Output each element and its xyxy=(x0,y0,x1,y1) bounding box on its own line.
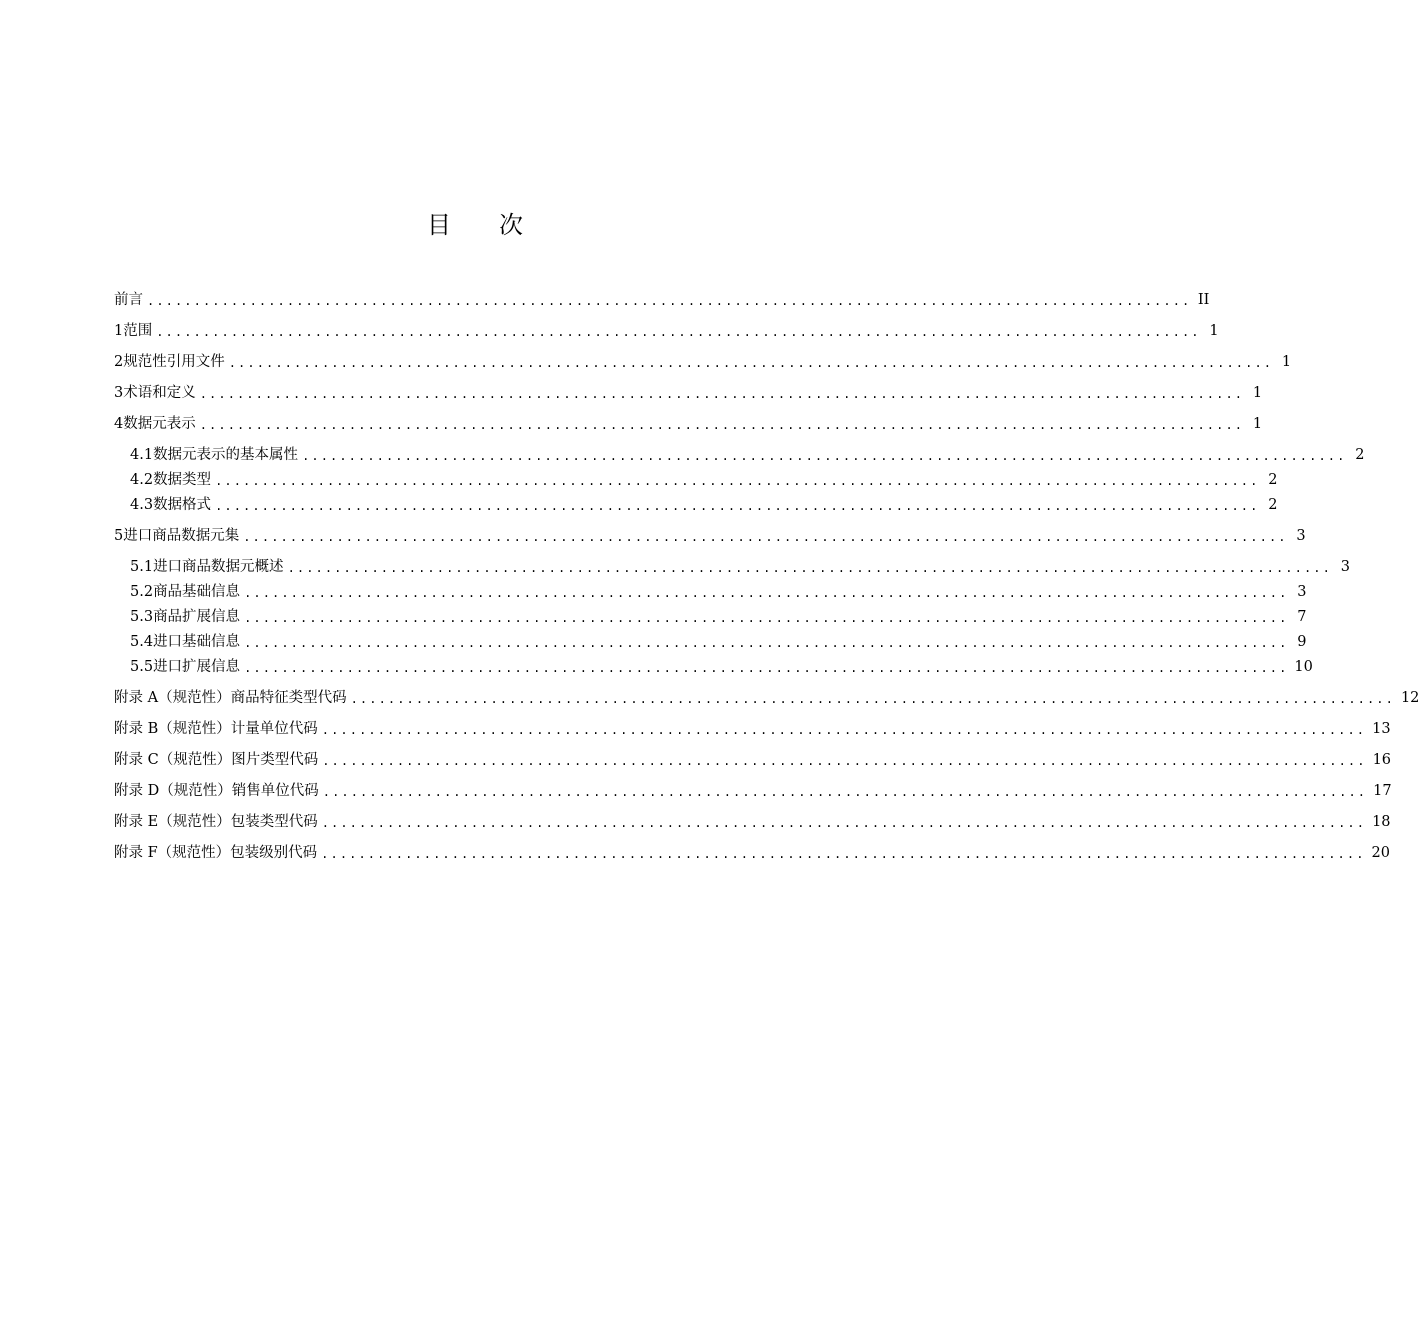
toc-entry-page: 2 xyxy=(1355,447,1365,463)
toc-entry-number: 4.2 xyxy=(130,472,154,488)
toc-entry-preface[interactable] xyxy=(114,287,1210,309)
toc-entry-title: 数据类型 xyxy=(153,472,212,488)
toc-entry-page: 13 xyxy=(1372,721,1391,737)
toc-entry-page: 3 xyxy=(1340,559,1350,575)
dot-leader: ................................................................................................................ xyxy=(321,723,1367,737)
toc-entry-title: 进口扩展信息 xyxy=(153,659,241,675)
toc-entry-appendix-a[interactable] xyxy=(114,685,1419,707)
appendix-type: （规范性） xyxy=(159,783,232,799)
toc-entry-title: 前言 xyxy=(114,292,143,308)
dot-leader: ................................................................................................................ xyxy=(156,325,1201,339)
toc-entry-1[interactable] xyxy=(114,318,1219,340)
toc-entry-number: 5.3 xyxy=(130,609,154,625)
appendix-type: （规范性） xyxy=(158,752,232,768)
page-title: 目次 xyxy=(427,211,571,239)
toc-entry-page: II xyxy=(1197,292,1210,308)
toc-entry-title: 数据元表示的基本属性 xyxy=(153,447,299,463)
toc-entry-page: 1 xyxy=(1252,385,1263,401)
toc-entry-page: 10 xyxy=(1294,659,1313,675)
appendix-label: 附录 A xyxy=(114,690,159,706)
dot-leader: ................................................................................................................ xyxy=(350,692,1395,706)
toc-entry-title: 销售单位代码 xyxy=(231,783,319,799)
dot-leader: ................................................................................................................ xyxy=(243,530,1288,544)
dot-leader: ................................................................................................................ xyxy=(215,474,1260,488)
toc-entry-title: 术语和定义 xyxy=(123,385,196,401)
toc-entry-title: 范围 xyxy=(123,323,153,339)
appendix-type: （规范性） xyxy=(158,814,231,830)
toc-entry-page: 18 xyxy=(1372,814,1391,830)
appendix-label: 附录 C xyxy=(114,752,159,768)
toc-entry-appendix-c[interactable] xyxy=(114,747,1392,769)
toc-entry-page: 20 xyxy=(1371,845,1390,861)
dot-leader: ................................................................................................................ xyxy=(199,418,1245,432)
appendix-type: （规范性） xyxy=(158,721,231,737)
toc-entry-title: 商品基础信息 xyxy=(153,584,241,600)
toc-entry-number: 5 xyxy=(114,528,124,544)
toc-entry-number: 4.1 xyxy=(130,447,154,463)
toc-entry-appendix-e[interactable] xyxy=(114,809,1391,831)
toc-entry-title: 进口商品数据元集 xyxy=(123,528,240,544)
dot-leader: ................................................................................................................ xyxy=(244,661,1289,675)
dot-leader: ................................................................................................................ xyxy=(302,449,1347,463)
toc-entry-title: 进口商品数据元概述 xyxy=(153,559,284,575)
toc-entry-5-2[interactable] xyxy=(130,579,1307,601)
appendix-label: 附录 D xyxy=(114,783,160,799)
toc-entry-title: 商品扩展信息 xyxy=(153,609,241,625)
toc-entry-page: 3 xyxy=(1296,528,1306,544)
toc-entry-title: 商品特征类型代码 xyxy=(230,690,347,706)
dot-leader: ................................................................................................................ xyxy=(147,294,1192,308)
toc-entry-title: 进口基础信息 xyxy=(153,634,241,650)
toc-entry-appendix-f[interactable] xyxy=(114,840,1390,862)
toc-entry-2[interactable] xyxy=(114,349,1292,371)
dot-leader: ................................................................................................................ xyxy=(322,785,1368,799)
appendix-label: 附录 E xyxy=(114,814,159,830)
toc-entry-title: 图片类型代码 xyxy=(231,752,319,768)
toc-entry-title: 计量单位代码 xyxy=(230,721,318,737)
toc-entry-page: 1 xyxy=(1281,354,1292,370)
toc-entry-number: 3 xyxy=(114,385,124,401)
toc-entry-4-2[interactable] xyxy=(130,467,1278,489)
toc-entry-5-3[interactable] xyxy=(130,604,1307,626)
toc-entry-title: 包装类型代码 xyxy=(230,814,318,830)
toc-entry-5-4[interactable] xyxy=(130,629,1307,651)
toc-entry-title: 数据格式 xyxy=(153,497,212,513)
toc-entry-number: 2 xyxy=(114,354,124,370)
toc-entry-4-3[interactable] xyxy=(130,492,1278,514)
toc-entry-title: 规范性引用文件 xyxy=(123,354,225,370)
toc-entry-5[interactable] xyxy=(114,523,1306,545)
toc-entry-page: 7 xyxy=(1297,609,1307,625)
toc-entry-4[interactable] xyxy=(114,411,1263,433)
toc-entry-appendix-b[interactable] xyxy=(114,716,1391,738)
toc-entry-page: 16 xyxy=(1372,752,1392,768)
toc-entry-appendix-d[interactable] xyxy=(114,778,1392,800)
dot-leader: ................................................................................................................ xyxy=(244,586,1289,600)
toc-entry-title: 包装级别代码 xyxy=(230,845,318,861)
appendix-label: 附录 B xyxy=(114,721,159,737)
toc-entry-number: 4 xyxy=(114,416,124,432)
dot-leader: ................................................................................................................ xyxy=(228,356,1274,370)
toc-entry-title: 数据元表示 xyxy=(123,416,196,432)
toc-entry-5-5[interactable] xyxy=(130,654,1313,676)
toc-entry-number: 1 xyxy=(114,323,124,339)
toc-entry-page: 3 xyxy=(1297,584,1307,600)
appendix-type: （规范性） xyxy=(157,845,231,861)
toc-entry-page: 17 xyxy=(1373,783,1392,799)
toc-entry-page: 2 xyxy=(1268,497,1278,513)
dot-leader: ................................................................................................................ xyxy=(215,499,1260,513)
dot-leader: ................................................................................................................ xyxy=(287,561,1332,575)
toc-entry-page: 12 xyxy=(1400,690,1419,706)
dot-leader: ................................................................................................................ xyxy=(244,636,1289,650)
toc-entry-page: 2 xyxy=(1268,472,1278,488)
toc-entry-number: 5.1 xyxy=(130,559,154,575)
toc-entry-page: 1 xyxy=(1209,323,1219,339)
toc-entry-page: 1 xyxy=(1252,416,1263,432)
dot-leader: ................................................................................................................ xyxy=(322,754,1367,768)
toc-entry-number: 4.3 xyxy=(130,497,154,513)
toc-entry-4-1[interactable] xyxy=(130,442,1365,464)
toc-entry-number: 5.4 xyxy=(130,634,154,650)
toc-entry-page: 9 xyxy=(1297,634,1307,650)
dot-leader: ................................................................................................................ xyxy=(321,847,1366,861)
toc-entry-3[interactable] xyxy=(114,380,1263,402)
toc-entry-number: 5.2 xyxy=(130,584,154,600)
toc-entry-number: 5.5 xyxy=(130,659,154,675)
toc-entry-5-1[interactable] xyxy=(130,554,1350,576)
dot-leader: ................................................................................................................ xyxy=(244,611,1289,625)
dot-leader: ................................................................................................................ xyxy=(199,387,1245,401)
dot-leader: ................................................................................................................ xyxy=(321,816,1367,830)
appendix-label: 附录 F xyxy=(114,845,158,861)
appendix-type: （规范性） xyxy=(158,690,231,706)
